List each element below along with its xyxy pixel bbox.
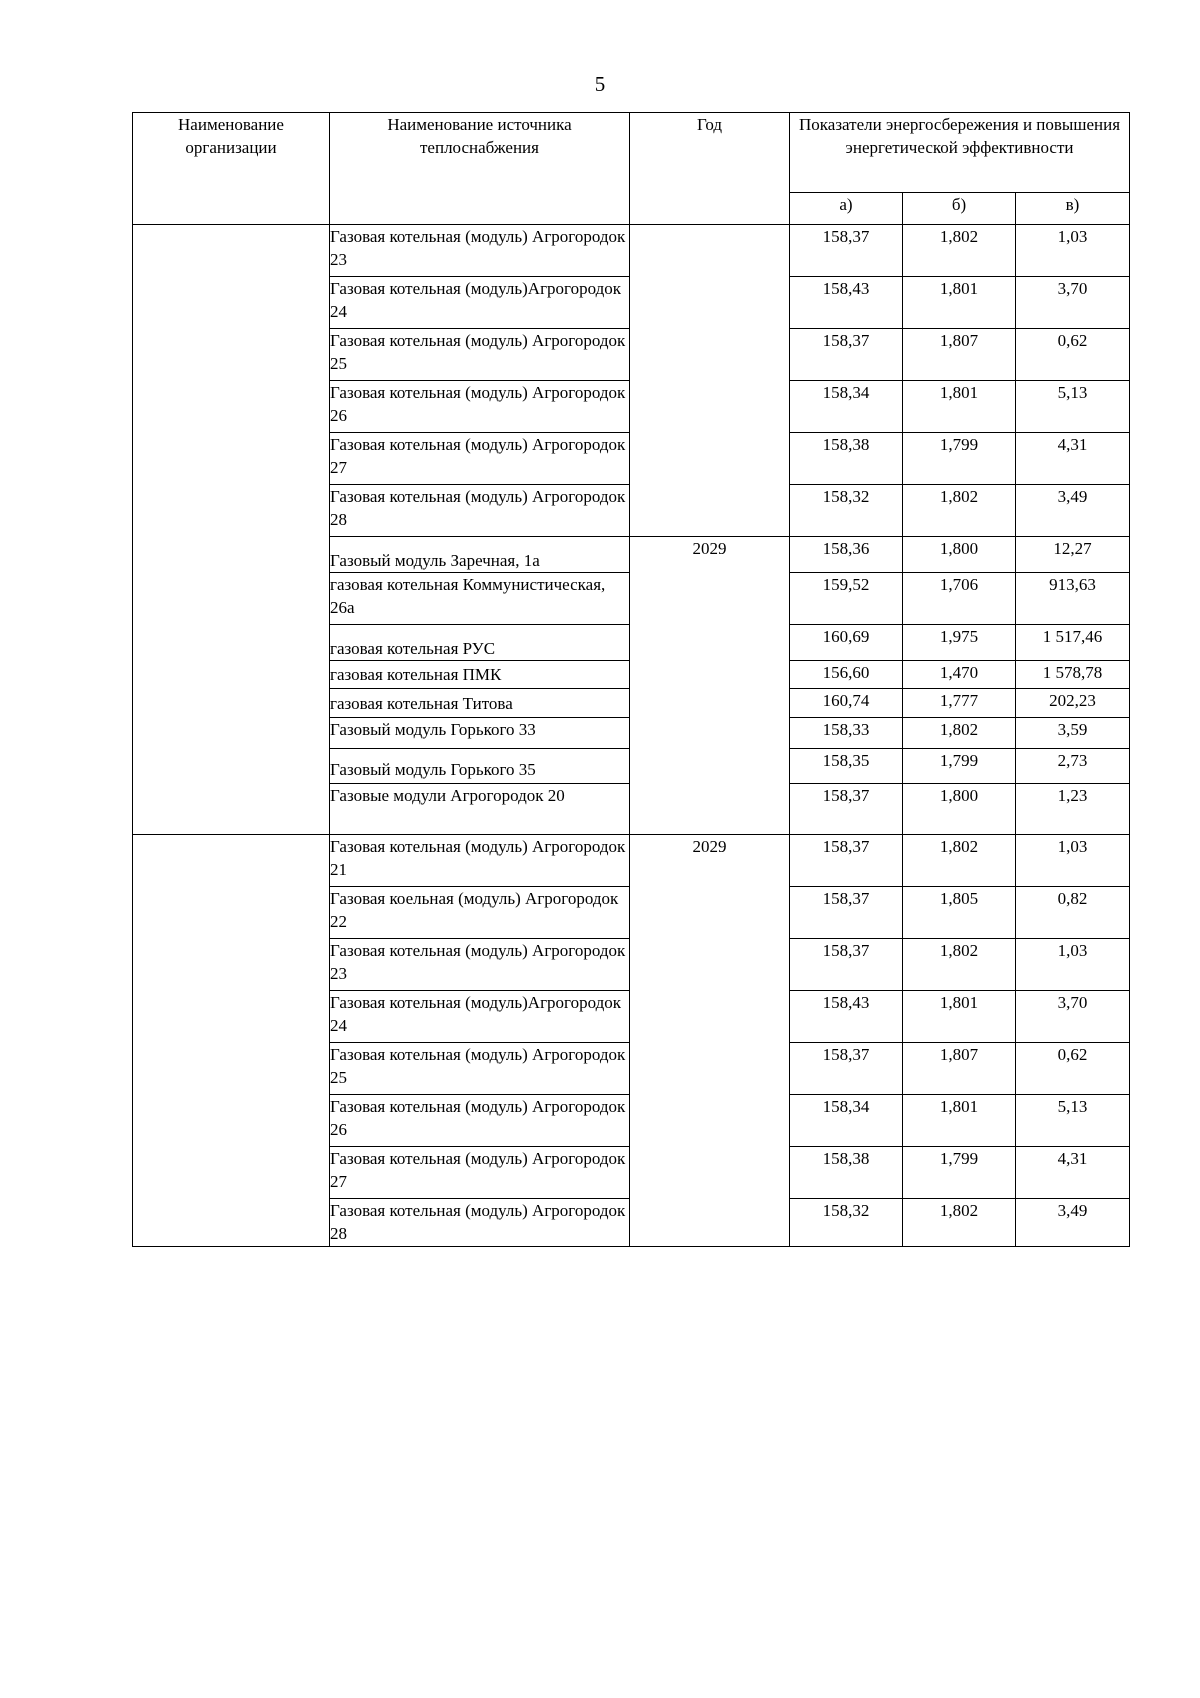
source-cell: Газовая котельная (модуль) Агрогородок 28: [330, 485, 630, 537]
value-b: 1,800: [903, 784, 1016, 835]
source-cell: газовая котельная ПМК: [330, 661, 630, 689]
value-b: 1,801: [903, 991, 1016, 1043]
value-b: 1,799: [903, 749, 1016, 784]
source-cell: газовая котельная РУС: [330, 625, 630, 661]
header-heat-source: Наименование источника теплоснабжения: [330, 113, 630, 225]
source-cell: Газовая коельная (модуль) Агрогородок 22: [330, 887, 630, 939]
value-b: 1,975: [903, 625, 1016, 661]
value-c: 3,49: [1016, 485, 1130, 537]
value-c: 5,13: [1016, 381, 1130, 433]
value-a: 158,37: [790, 939, 903, 991]
value-a: 158,43: [790, 991, 903, 1043]
value-c: 1 517,46: [1016, 625, 1130, 661]
value-c: 5,13: [1016, 1095, 1130, 1147]
source-cell: Газовая котельная (модуль) Агрогородок 27: [330, 433, 630, 485]
value-c: 2,73: [1016, 749, 1130, 784]
value-a: 158,32: [790, 485, 903, 537]
value-b: 1,800: [903, 537, 1016, 573]
value-b: 1,807: [903, 1043, 1016, 1095]
value-a: 158,36: [790, 537, 903, 573]
value-a: 158,38: [790, 1147, 903, 1199]
source-cell: Газовая котельная (модуль) Агрогородок 21: [330, 835, 630, 887]
value-c: 913,63: [1016, 573, 1130, 625]
value-b: 1,802: [903, 718, 1016, 749]
source-cell: Газовый модуль Горького 35: [330, 749, 630, 784]
value-a: 158,37: [790, 1043, 903, 1095]
value-a: 158,35: [790, 749, 903, 784]
source-cell: Газовая котельная (модуль) Агрогородок 25: [330, 329, 630, 381]
header-sub-a: а): [790, 193, 903, 225]
value-a: 159,52: [790, 573, 903, 625]
value-a: 158,34: [790, 381, 903, 433]
value-a: 156,60: [790, 661, 903, 689]
source-cell: Газовая котельная (модуль) Агрогородок 23: [330, 225, 630, 277]
value-b: 1,470: [903, 661, 1016, 689]
value-c: 3,59: [1016, 718, 1130, 749]
value-b: 1,801: [903, 1095, 1016, 1147]
value-b: 1,799: [903, 433, 1016, 485]
value-a: 158,37: [790, 225, 903, 277]
indicators-table: [132, 112, 1130, 1247]
value-b: 1,706: [903, 573, 1016, 625]
value-c: 202,23: [1016, 689, 1130, 718]
year-cell: [630, 225, 790, 537]
value-c: 1,03: [1016, 939, 1130, 991]
value-a: 160,74: [790, 689, 903, 718]
value-c: 0,62: [1016, 329, 1130, 381]
value-b: 1,802: [903, 225, 1016, 277]
value-a: 160,69: [790, 625, 903, 661]
value-c: 3,70: [1016, 991, 1130, 1043]
header-year: Год: [630, 113, 790, 225]
value-a: 158,38: [790, 433, 903, 485]
value-c: 1,23: [1016, 784, 1130, 835]
year-cell: 2029: [630, 537, 790, 835]
source-cell: Газовые модули Агрогородок 20: [330, 784, 630, 835]
value-c: 12,27: [1016, 537, 1130, 573]
value-a: 158,32: [790, 1199, 903, 1247]
source-cell: Газовый модуль Горького 33: [330, 718, 630, 749]
value-c: 3,49: [1016, 1199, 1130, 1247]
value-b: 1,802: [903, 939, 1016, 991]
source-cell: Газовая котельная (модуль) Агрогородок 23: [330, 939, 630, 991]
source-cell: Газовая котельная (модуль)Агрогородок 24: [330, 277, 630, 329]
value-c: 1,03: [1016, 835, 1130, 887]
value-a: 158,33: [790, 718, 903, 749]
source-cell: Газовая котельная (модуль) Агрогородок 26: [330, 1095, 630, 1147]
header-sub-b: б): [903, 193, 1016, 225]
source-cell: Газовая котельная (модуль) Агрогородок 27: [330, 1147, 630, 1199]
value-b: 1,777: [903, 689, 1016, 718]
value-a: 158,37: [790, 784, 903, 835]
source-cell: газовая котельная Титова: [330, 689, 630, 718]
value-a: 158,37: [790, 887, 903, 939]
year-cell: 2029: [630, 835, 790, 1247]
value-c: 1,03: [1016, 225, 1130, 277]
header-organization: Наименование организации: [133, 113, 330, 225]
value-c: 0,82: [1016, 887, 1130, 939]
value-b: 1,802: [903, 835, 1016, 887]
value-a: 158,37: [790, 329, 903, 381]
organization-cell: [133, 835, 330, 1247]
value-a: 158,43: [790, 277, 903, 329]
header-sub-c: в): [1016, 193, 1130, 225]
table-row: [133, 225, 1130, 277]
header-indicators: Показатели энергосбережения и повышения энергетической эффективности: [790, 113, 1130, 193]
organization-cell: [133, 225, 330, 835]
value-a: 158,37: [790, 835, 903, 887]
value-b: 1,801: [903, 277, 1016, 329]
source-cell: Газовая котельная (модуль) Агрогородок 25: [330, 1043, 630, 1095]
value-c: 4,31: [1016, 1147, 1130, 1199]
value-c: 1 578,78: [1016, 661, 1130, 689]
value-c: 0,62: [1016, 1043, 1130, 1095]
value-a: 158,34: [790, 1095, 903, 1147]
source-cell: Газовая котельная (модуль)Агрогородок 24: [330, 991, 630, 1043]
value-c: 4,31: [1016, 433, 1130, 485]
table-row: [133, 835, 1130, 887]
source-cell: Газовый модуль Заречная, 1а: [330, 537, 630, 573]
value-b: 1,799: [903, 1147, 1016, 1199]
source-cell: газовая котельная Коммунистическая, 26а: [330, 573, 630, 625]
value-b: 1,805: [903, 887, 1016, 939]
value-b: 1,807: [903, 329, 1016, 381]
value-b: 1,802: [903, 485, 1016, 537]
source-cell: Газовая котельная (модуль) Агрогородок 26: [330, 381, 630, 433]
source-cell: Газовая котельная (модуль) Агрогородок 28: [330, 1199, 630, 1247]
value-b: 1,801: [903, 381, 1016, 433]
value-c: 3,70: [1016, 277, 1130, 329]
page-number: 5: [594, 72, 606, 96]
value-b: 1,802: [903, 1199, 1016, 1247]
